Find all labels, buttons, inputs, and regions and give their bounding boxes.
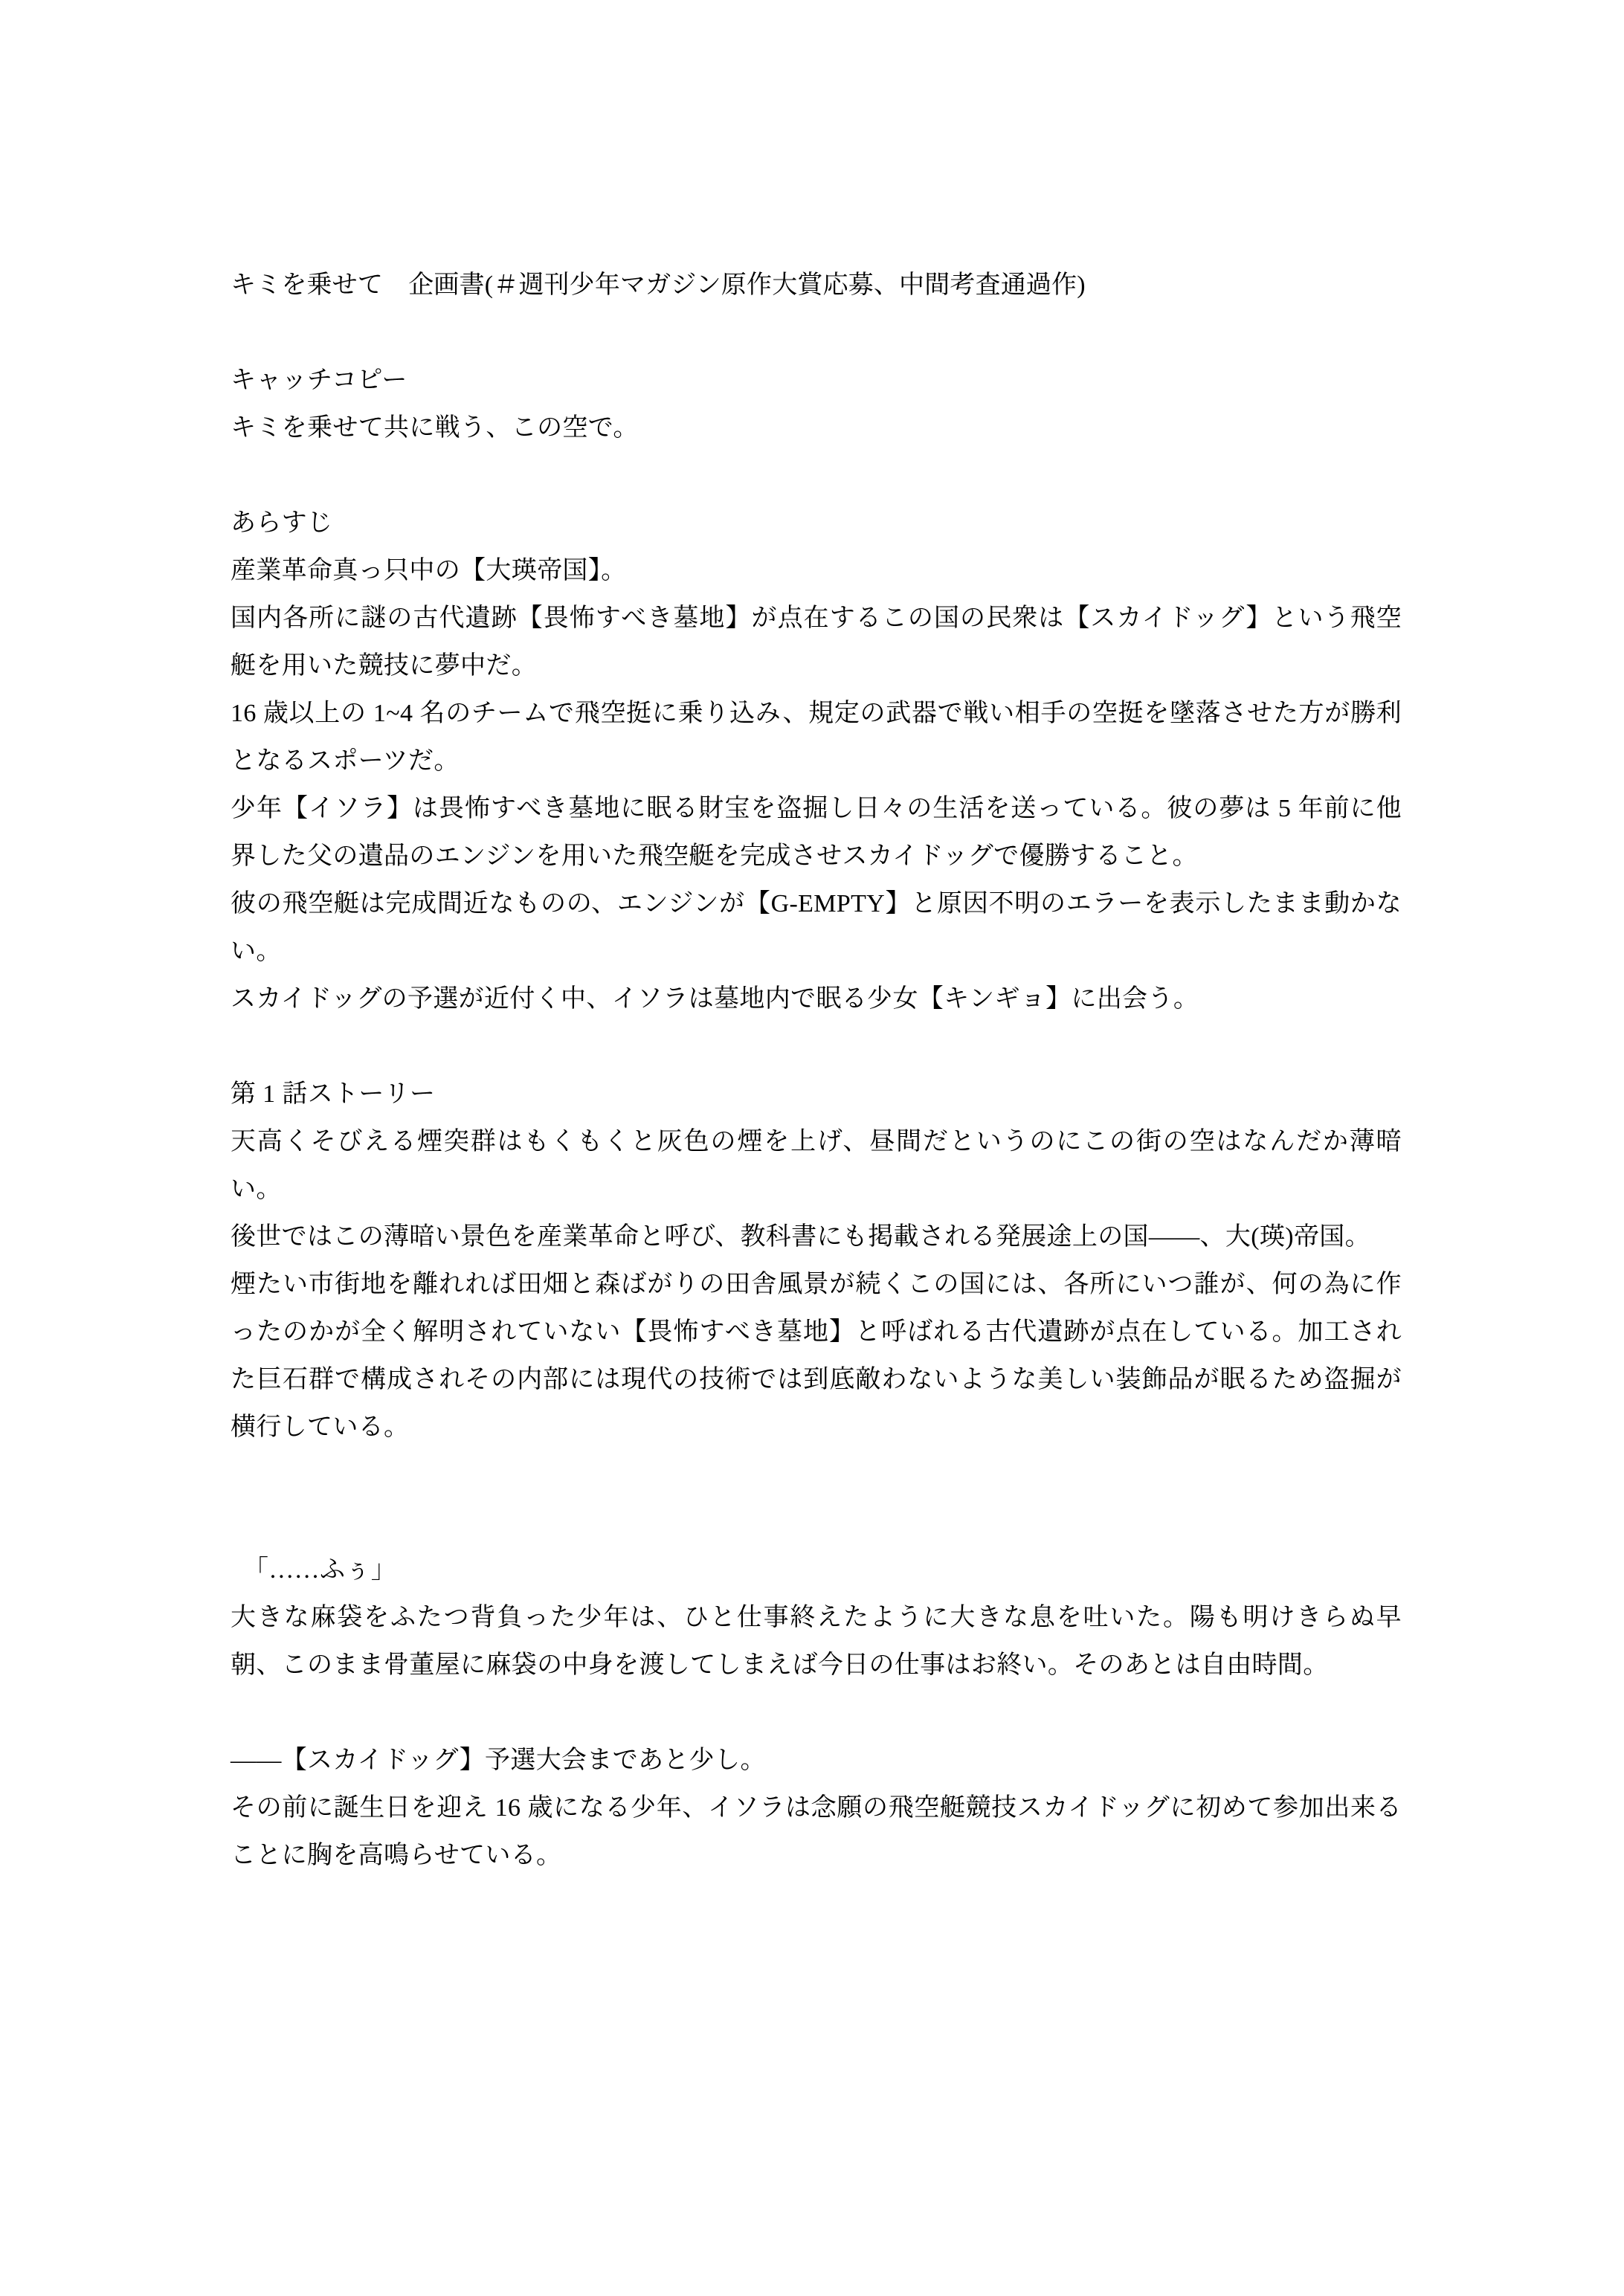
synopsis-paragraph: スカイドッグの予選が近付く中、イソラは墓地内で眠る少女【キンギョ】に出会う。: [231, 985, 1199, 1013]
document-body: [231, 262, 1402, 1880]
spacer: [231, 1689, 1402, 1737]
synopsis-paragraph: 16 歳以上の 1~4 名のチームで飛空挺に乗り込み、規定の武器で戦い相手の空挺を墜落させた方が勝利となるスポーツだ。: [231, 700, 1402, 775]
section-heading-episode1: 第 1 話ストーリー: [231, 1080, 436, 1108]
spacer: [231, 452, 1402, 500]
episode1-paragraph: その前に誕生日を迎え 16 歳になる少年、イソラは念願の飛空艇競技スカイドッグに初めて参加出来ることに胸を高鳴らせている。: [231, 1794, 1402, 1869]
episode1-paragraph: ——【スカイドッグ】予選大会まであと少し。: [231, 1747, 766, 1774]
episode1-paragraph: 天高くそびえる煙突群はもくもくと灰色の煙を上げ、昼間だというのにこの街の空はなんだか薄暗い。: [231, 1128, 1402, 1203]
catchcopy-body: キミを乗せて共に戦う、この空で。: [231, 414, 639, 442]
episode1-paragraph: 煙たい市街地を離れれば田畑と森ばがりの田舎風景が続くこの国には、各所にいつ誰が、何の為に作ったのかが全く解明されていない【畏怖すべき墓地】と呼ばれる古代遺跡が点在している。加工された巨石群で構成されその内部には現代の技術では到底敵わないような美しい装飾品が眠るため盗掘が横行している。: [231, 1271, 1402, 1441]
synopsis-paragraph: 産業革命真っ只中の【大瑛帝国】。: [231, 557, 627, 584]
section-heading-catchcopy: キャッチコピー: [231, 367, 407, 394]
section-heading-synopsis: あらすじ: [231, 509, 333, 537]
episode1-paragraph: 後世ではこの薄暗い景色を産業革命と呼び、教科書にも掲載される発展途上の国——、大(瑛)帝国。: [231, 1223, 1370, 1251]
episode1-paragraph: 大きな麻袋をふたつ背負った少年は、ひと仕事終えたように大きな息を吐いた。陽も明けきらぬ早朝、このまま骨董屋に麻袋の中身を渡してしまえば今日の仕事はお終い。そのあとは自由時間。: [231, 1604, 1402, 1679]
episode1-dialogue: 「……ふぅ」: [243, 1556, 397, 1584]
synopsis-paragraph: 彼の飛空艇は完成間近なものの、エンジンが【G-EMPTY】と原因不明のエラーを表示したまま動かない。: [231, 890, 1402, 965]
synopsis-paragraph: 国内各所に謎の古代遺跡【畏怖すべき墓地】が点在するこの国の民衆は【スカイドッグ】という飛空艇を用いた競技に夢中だ。: [231, 604, 1402, 680]
spacer: [231, 309, 1402, 357]
spacer: [231, 1023, 1402, 1071]
synopsis-paragraph: 少年【イソラ】は畏怖すべき墓地に眠る財宝を盗掘し日々の生活を送っている。彼の夢は 5 年前に他界した父の遺品のエンジンを用いた飛空艇を完成させスカイドッグで優勝すること。: [231, 795, 1402, 870]
spacer: [231, 1451, 1402, 1547]
document-title: キミを乗せて 企画書(＃週刊少年マガジン原作大賞応募、中間考査通過作): [231, 271, 1086, 299]
